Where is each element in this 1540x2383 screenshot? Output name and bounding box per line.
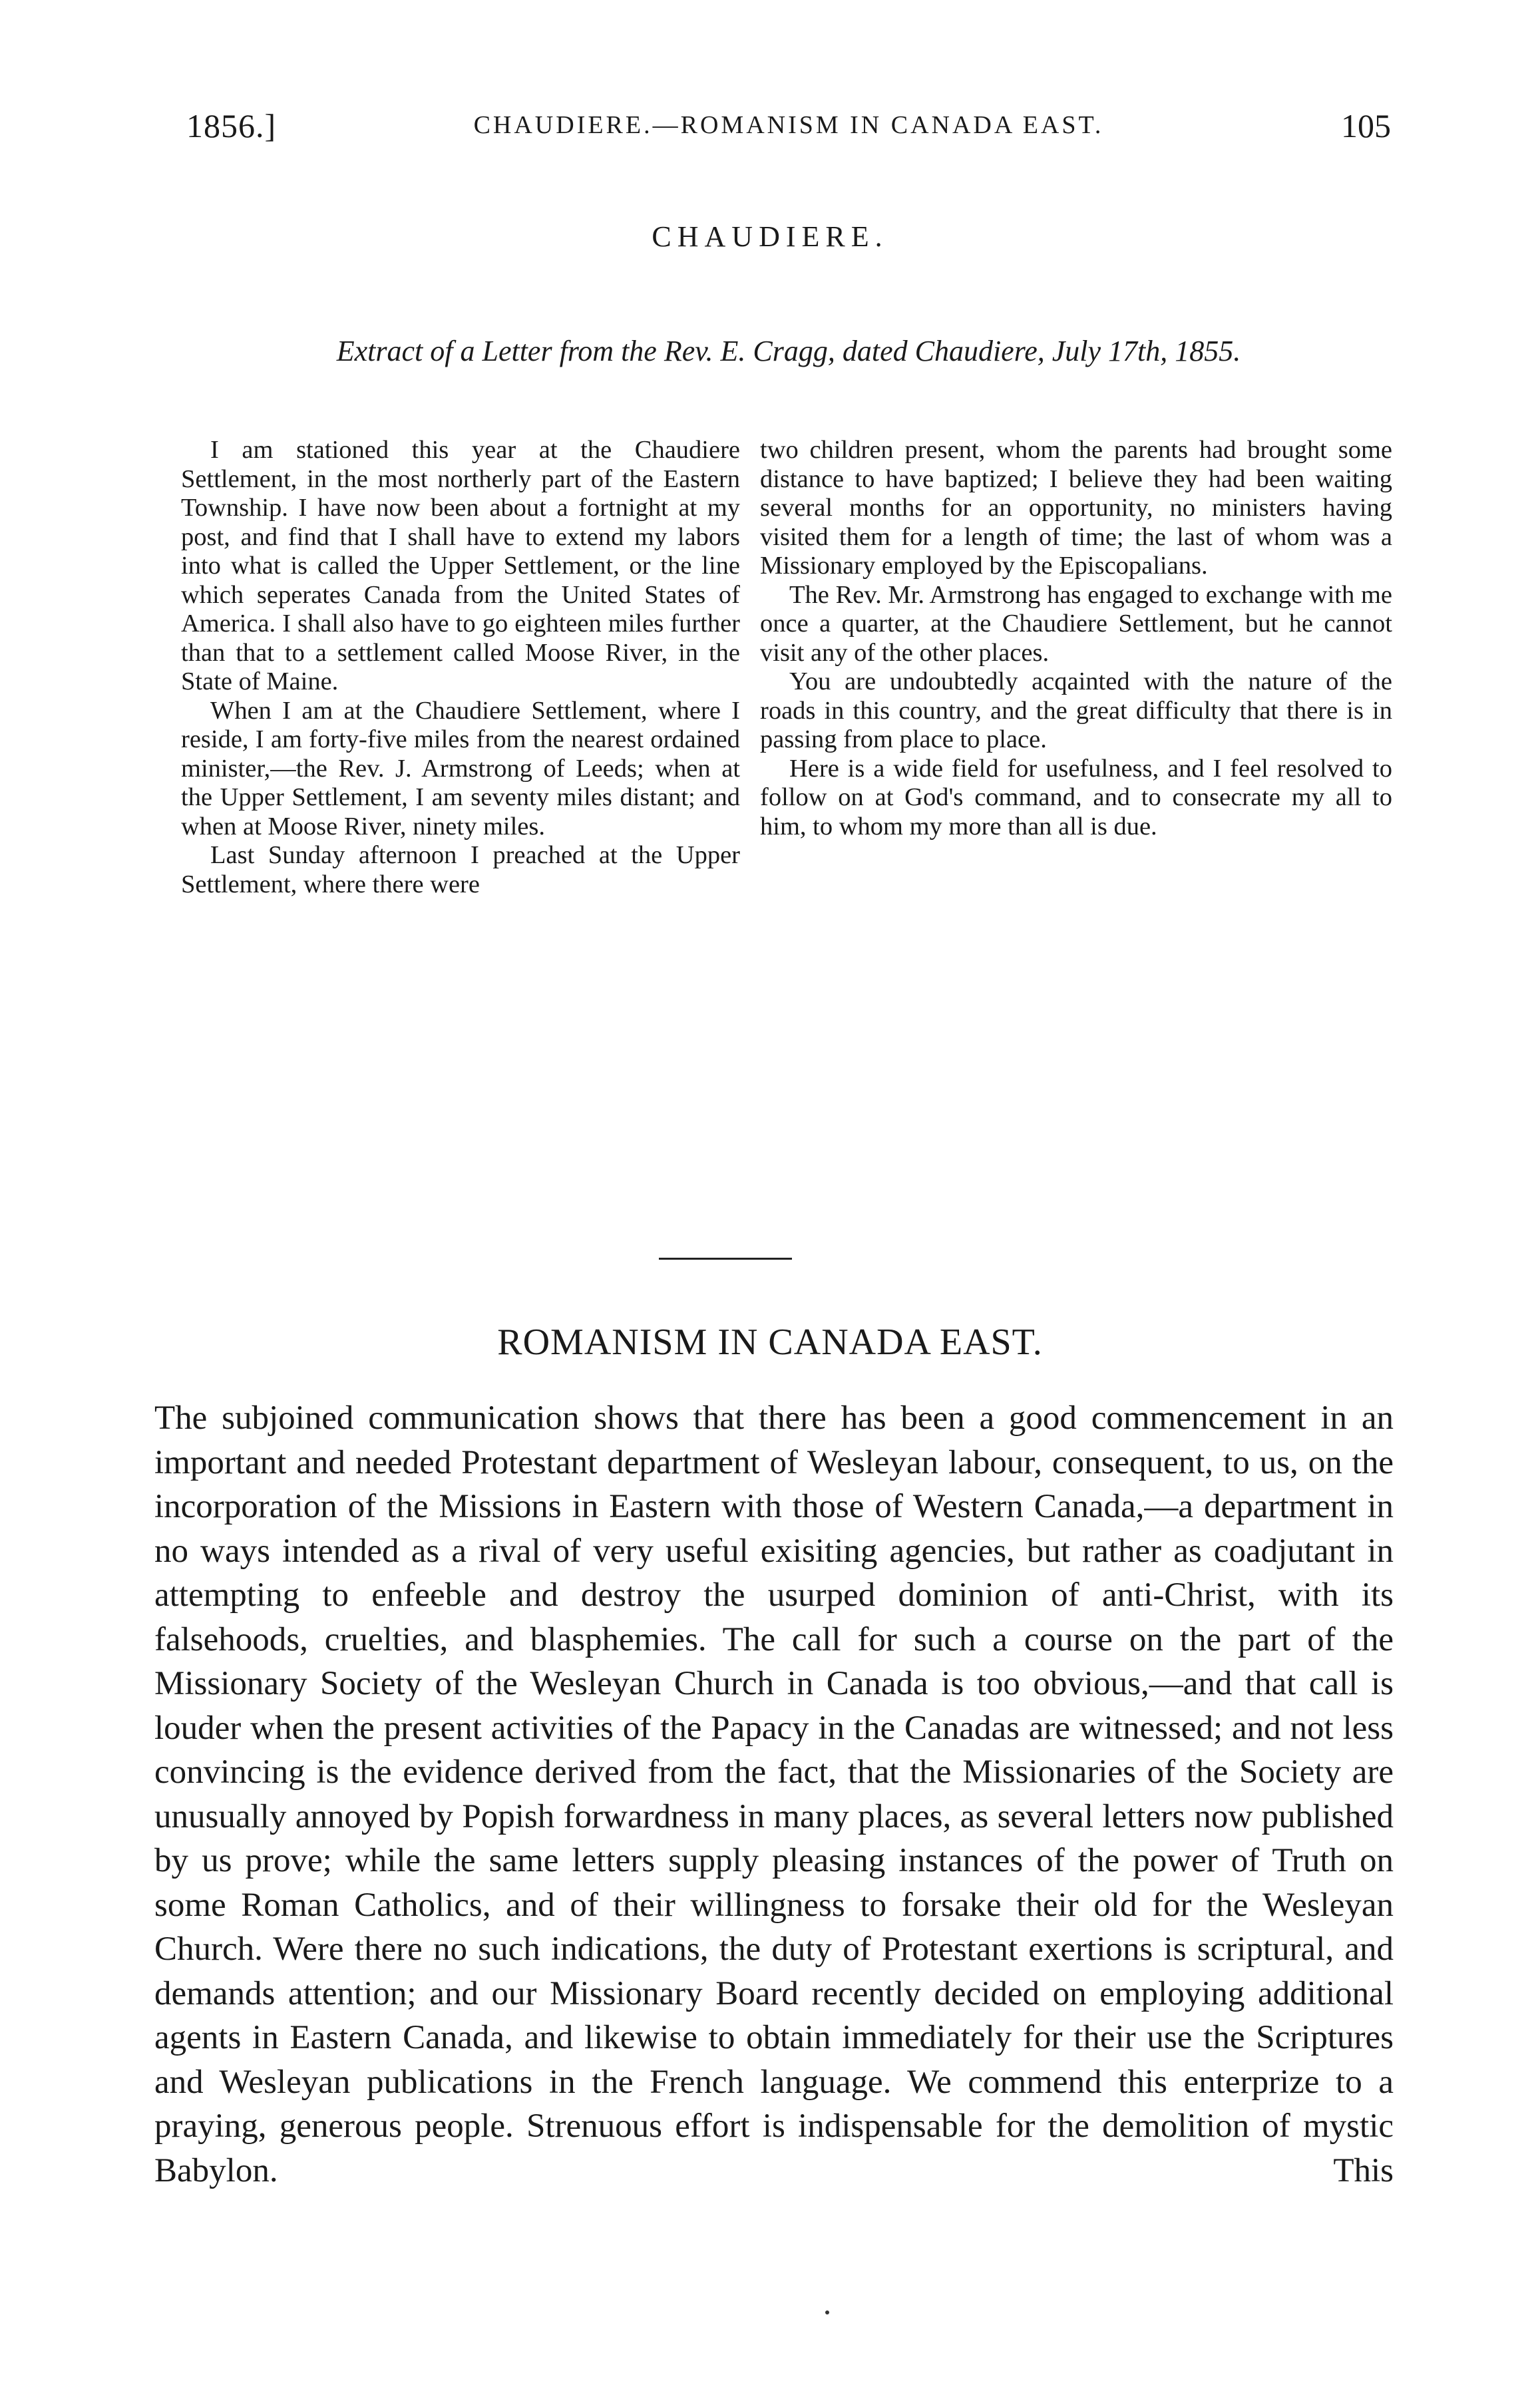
right-paragraph: You are undoubtedly acqainted with the nature of the roads in this country, and the great difficulty that there is in passing from place to place. (760, 667, 1392, 753)
romanism-heading: ROMANISM IN CANADA EAST. (497, 1322, 1043, 1363)
running-head-title: CHAUDIERE.—ROMANISM IN CANADA EAST. (473, 111, 1104, 139)
romanism-body (154, 1396, 1394, 2193)
left-paragraph: Last Sunday afternoon I preached at the Upper Settlement, where there were (181, 841, 740, 898)
right-paragraph: Here is a wide field for usefulness, and I feel resolved to follow on at God's command, and to consecrate my all to him, to whom my more than all is due. (760, 754, 1392, 840)
stray-mark (825, 2310, 829, 2314)
left-paragraph: When I am at the Chaudiere Settlement, where I reside, I am forty-five miles from the nearest ordained minister,—the Rev. J. Armstrong of Leeds; when at the Upper Settlement, I am seventy miles distant; and when at Moose River, ninety miles. (181, 696, 740, 840)
right-column (760, 436, 1392, 841)
running-head-year: 1856.] (186, 107, 277, 144)
letter-extract-line: Extract of a Letter from the Rev. E. Cragg, dated Chaudiere, July 17th, 1855. (336, 335, 1241, 367)
running-head (186, 106, 1391, 153)
romanism-paragraph: The subjoined communication shows that there has been a good commencement in an important and needed Protestant department of Wesleyan labour, consequent, to us, on the incorporation of the Missions in Eastern with those of Western Canada,—a department in no ways intended as a rival of very useful exisiting agencies, but rather as coadjutant in attempting to enfeeble and destroy the usurped dominion of anti-Christ, with its falsehoods, cruelties, and blasphemies. The call for such a course on the part of the Missionary Society of the Wesleyan Church in Canada is too obvious,—and that call is louder when the present activities of the Papacy in the Canadas are witnessed; and not less convincing is the evidence derived from the fact, that the Missionaries of the Society are unusually annoyed by Popish forwardness in many places, as several letters now published by us prove; while the same letters supply pleasing instances of the power of Truth on some Roman Catholics, and of their willingness to forsake their old for the Wesleyan Church. Were there no such indications, the duty of Protestant exertions is scriptural, and demands attention; and our Missionary Board recently decided on employing additional agents in Eastern Canada, and likewise to obtain immediately for their use the Scriptures and Wesleyan publications in the French language. We commend this enterprize to a praying, generous people. Strenuous effort is indispensable for the demolition of mystic Babylon. This (154, 1399, 1394, 2189)
right-paragraph: The Rev. Mr. Armstrong has engaged to exchange with me once a quarter, at the Chaudiere Settlement, but he cannot visit any of the other places. (760, 580, 1392, 667)
right-paragraph: two children present, whom the parents had brought some distance to have baptized; I believe they had been waiting several months for an opportunity, no ministers having visited them for a length of time; the last of whom was a Missionary employed by the Episcopalians. (760, 436, 1392, 580)
page-number: 105 (1341, 107, 1391, 144)
chaudiere-heading: CHAUDIERE. (652, 220, 888, 253)
left-paragraph: I am stationed this year at the Chaudiere Settlement, in the most northerly part of the Eastern Township. I have now been about a fortnight at my post, and find that I shall have to extend my labors into what is called the Upper Settlement, or the line which seperates Canada from the United States of America. I shall also have to go eighteen miles further than that to a settlement called Moose River, in the State of Maine. (181, 436, 740, 695)
left-column (181, 436, 740, 899)
section-divider (659, 1258, 792, 1260)
letter-columns (181, 436, 1394, 1201)
